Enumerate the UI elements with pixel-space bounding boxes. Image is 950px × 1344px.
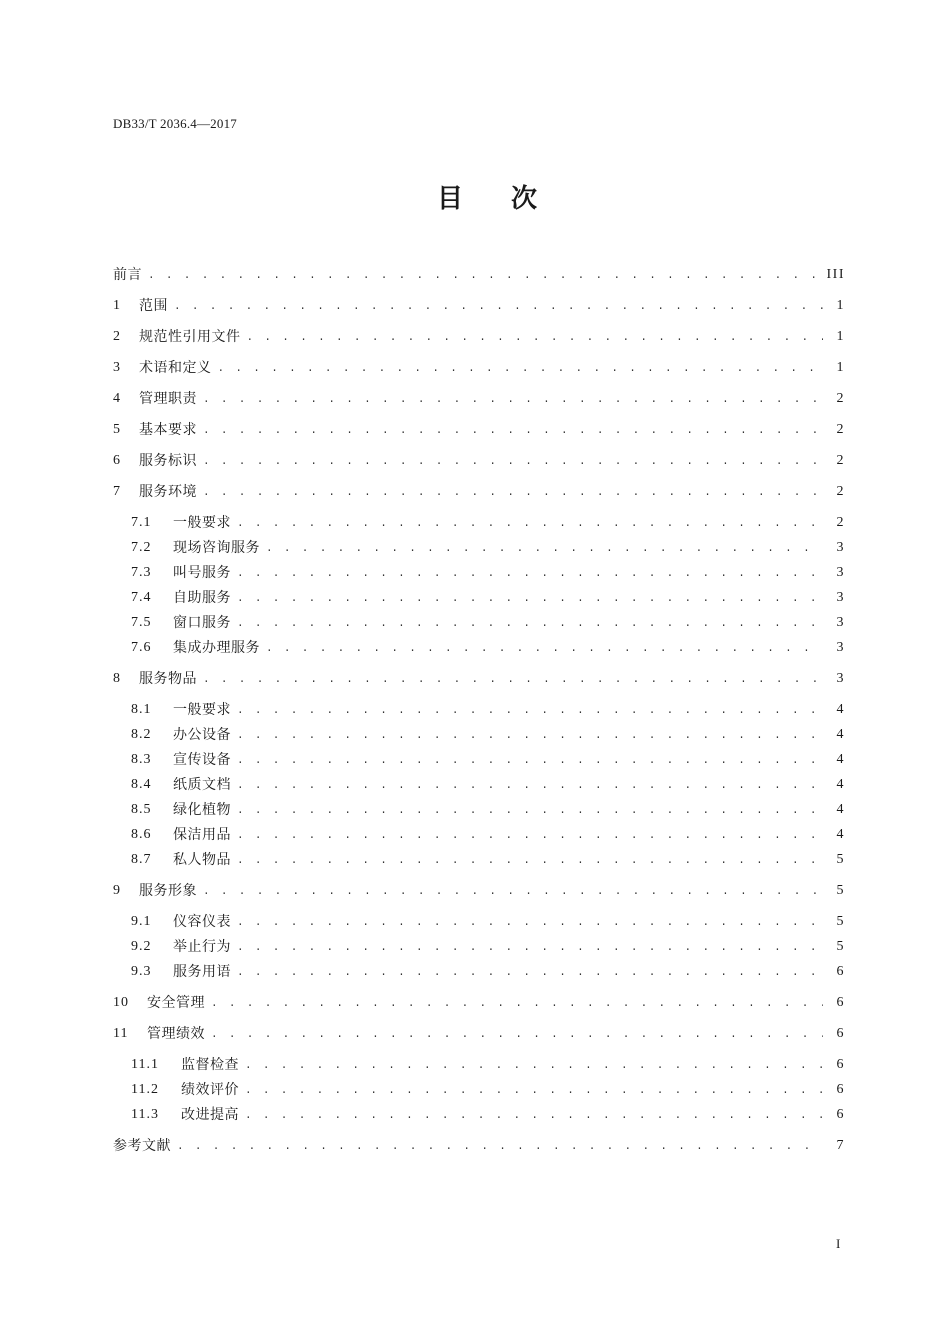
toc-dot-leader xyxy=(266,537,823,559)
toc-entry[interactable] xyxy=(113,880,845,902)
toc-entry-title: 范围 xyxy=(139,298,168,314)
toc-entry[interactable] xyxy=(131,612,845,634)
toc-entry-number: 5 xyxy=(113,422,121,437)
toc-entry-page: 4 xyxy=(836,827,845,842)
toc-dot-leader xyxy=(237,512,823,534)
toc-entry-number: 9.1 xyxy=(131,914,152,929)
toc-entry-title: 纸质文档 xyxy=(173,777,231,793)
toc-dot-leader xyxy=(203,450,823,472)
toc-entry[interactable] xyxy=(131,512,845,534)
toc-entry-title: 服务环境 xyxy=(139,484,197,500)
toc-dot-leader xyxy=(203,880,823,902)
toc-entry-number: 3 xyxy=(113,360,121,375)
toc-entry-number: 7.3 xyxy=(131,565,152,580)
toc-entry-number: 2 xyxy=(113,329,121,344)
toc-entry[interactable] xyxy=(113,326,845,348)
toc-entry[interactable] xyxy=(113,1023,845,1045)
toc-dot-leader xyxy=(237,824,823,846)
document-code: DB33/T 2036.4—2017 xyxy=(113,116,237,131)
toc-entry-page: 6 xyxy=(836,964,845,979)
toc-entry-title: 绩效评价 xyxy=(181,1082,239,1098)
toc-entry[interactable] xyxy=(113,668,845,690)
toc-entry-page: 5 xyxy=(836,852,845,867)
toc-entry-title: 绿化植物 xyxy=(173,802,231,818)
toc-entry-title: 自助服务 xyxy=(173,590,231,606)
toc-entry-title: 集成办理服务 xyxy=(173,640,260,656)
toc-dot-leader xyxy=(237,799,823,821)
toc-entry-title: 规范性引用文件 xyxy=(139,329,241,345)
toc-entry-number: 7.5 xyxy=(131,615,152,630)
toc-entry[interactable] xyxy=(113,450,845,472)
toc-entry-number: 11.3 xyxy=(131,1107,159,1122)
toc-entry-number: 11.2 xyxy=(131,1082,159,1097)
toc-entry[interactable] xyxy=(131,1054,845,1076)
toc-entry-number: 4 xyxy=(113,391,121,406)
toc-entry-page: 6 xyxy=(836,1107,845,1122)
toc-entry-page: 6 xyxy=(836,995,845,1010)
toc-entry-page: 3 xyxy=(836,565,845,580)
toc-entry-title: 现场咨询服务 xyxy=(173,540,260,556)
toc-entry-number: 8.5 xyxy=(131,802,152,817)
toc-entry[interactable] xyxy=(131,587,845,609)
toc-dot-leader xyxy=(237,699,823,721)
toc-dot-leader xyxy=(237,612,823,634)
toc-dot-leader xyxy=(266,637,823,659)
toc-entry-number: 10 xyxy=(113,995,129,1010)
page-title-char-2: 次 xyxy=(511,184,538,214)
toc-entry-number: 8.7 xyxy=(131,852,152,867)
toc-entry-title: 管理职责 xyxy=(139,391,197,407)
toc-entry[interactable] xyxy=(131,562,845,584)
toc-entry[interactable] xyxy=(131,849,845,871)
toc-entry-page: 5 xyxy=(836,939,845,954)
toc-entry-title: 前言 xyxy=(113,267,142,283)
toc-entry-number: 8.3 xyxy=(131,752,152,767)
toc-entry-page: 6 xyxy=(836,1057,845,1072)
toc-entry[interactable] xyxy=(131,637,845,659)
toc-dot-leader xyxy=(237,749,823,771)
toc-entry-number: 7.2 xyxy=(131,540,152,555)
toc-entry[interactable] xyxy=(113,992,845,1014)
toc-entry-title: 叫号服务 xyxy=(173,565,231,581)
toc-entry[interactable] xyxy=(131,774,845,796)
toc-entry-number: 7.1 xyxy=(131,515,152,530)
toc-entry-number: 9.3 xyxy=(131,964,152,979)
toc-entry-title: 服务用语 xyxy=(173,964,231,980)
toc-entry[interactable] xyxy=(113,295,845,317)
toc-entry[interactable] xyxy=(131,911,845,933)
toc-entry-title: 宣传设备 xyxy=(173,752,231,768)
toc-entry[interactable] xyxy=(131,799,845,821)
toc-entry-page: 1 xyxy=(836,360,845,375)
toc-entry-number: 8.6 xyxy=(131,827,152,842)
toc-entry-title: 一般要求 xyxy=(173,702,231,718)
toc-dot-leader xyxy=(237,849,823,871)
toc-entry-title: 基本要求 xyxy=(139,422,197,438)
toc-dot-leader xyxy=(245,1054,823,1076)
toc-dot-leader xyxy=(203,419,823,441)
toc-dot-leader xyxy=(211,992,823,1014)
toc-dot-leader xyxy=(247,326,824,348)
toc-entry-page: 2 xyxy=(836,453,845,468)
toc-dot-leader xyxy=(174,295,823,317)
toc-entry-title: 服务标识 xyxy=(139,453,197,469)
toc-dot-leader xyxy=(237,961,823,983)
toc-entry-page: 3 xyxy=(836,640,845,655)
toc-entry-page: 4 xyxy=(836,752,845,767)
toc-dot-leader xyxy=(148,264,819,286)
toc-entry-page: 2 xyxy=(836,391,845,406)
toc-entry[interactable] xyxy=(131,749,845,771)
toc-entry[interactable] xyxy=(113,357,845,379)
toc-entry-title: 办公设备 xyxy=(173,727,231,743)
toc-entry[interactable] xyxy=(131,724,845,746)
toc-entry-page: 3 xyxy=(836,540,845,555)
toc-entry-number: 8.4 xyxy=(131,777,152,792)
toc-entry-title: 私人物品 xyxy=(173,852,231,868)
toc-entry-number: 11 xyxy=(113,1026,129,1041)
toc-entry[interactable] xyxy=(131,1079,845,1101)
toc-entry-title: 监督检查 xyxy=(181,1057,239,1073)
toc-entry-page: 5 xyxy=(836,883,845,898)
toc-entry-number: 8.1 xyxy=(131,702,152,717)
toc-dot-leader xyxy=(203,481,823,503)
toc-dot-leader xyxy=(245,1104,823,1126)
toc-dot-leader xyxy=(211,1023,823,1045)
toc-entry-page: 6 xyxy=(836,1082,845,1097)
toc-entry-page: 1 xyxy=(836,329,845,344)
toc-entry-number: 9 xyxy=(113,883,121,898)
toc-entry-title: 一般要求 xyxy=(173,515,231,531)
toc-entry[interactable] xyxy=(131,537,845,559)
toc-entry-title: 窗口服务 xyxy=(173,615,231,631)
toc-entry-page: 7 xyxy=(836,1138,845,1153)
toc-entry-title: 举止行为 xyxy=(173,939,231,955)
toc-entry-page: 6 xyxy=(836,1026,845,1041)
toc-entry-title: 参考文献 xyxy=(113,1138,171,1154)
toc-dot-leader xyxy=(237,562,823,584)
toc-entry-page: 2 xyxy=(836,422,845,437)
page-title-char-1: 目 xyxy=(436,184,463,214)
toc-entry[interactable] xyxy=(113,264,845,286)
toc-entry-page: 1 xyxy=(836,298,845,313)
toc-entry-page: III xyxy=(826,267,845,282)
toc-entry-number: 8 xyxy=(113,671,121,686)
toc-entry-page: 2 xyxy=(836,515,845,530)
toc-entry-title: 保洁用品 xyxy=(173,827,231,843)
toc-entry-page: 2 xyxy=(836,484,845,499)
toc-entry-title: 服务形象 xyxy=(139,883,197,899)
toc-entry[interactable] xyxy=(113,1135,845,1157)
toc-entry-number: 9.2 xyxy=(131,939,152,954)
toc-entry[interactable] xyxy=(131,936,845,958)
toc-entry-title: 服务物品 xyxy=(139,671,197,687)
toc-entry[interactable] xyxy=(131,824,845,846)
toc-dot-leader xyxy=(237,774,823,796)
toc-entry-title: 仪容仪表 xyxy=(173,914,231,930)
toc-entry[interactable] xyxy=(113,481,845,503)
toc-entry-page: 4 xyxy=(836,777,845,792)
toc-dot-leader xyxy=(237,724,823,746)
page-number: I xyxy=(836,1236,841,1251)
toc-dot-leader xyxy=(218,357,824,379)
toc-entry-page: 4 xyxy=(836,702,845,717)
toc-entry-title: 管理绩效 xyxy=(147,1026,205,1042)
toc-entry-page: 4 xyxy=(836,802,845,817)
toc-entry-number: 7 xyxy=(113,484,121,499)
toc-entry[interactable] xyxy=(131,699,845,721)
toc-dot-leader xyxy=(245,1079,823,1101)
toc-dot-leader xyxy=(237,936,823,958)
toc-entry[interactable] xyxy=(113,419,845,441)
toc-entry-page: 5 xyxy=(836,914,845,929)
toc-entry-number: 6 xyxy=(113,453,121,468)
toc-entry-page: 3 xyxy=(836,590,845,605)
toc-dot-leader xyxy=(237,587,823,609)
toc-entry-title: 安全管理 xyxy=(147,995,205,1011)
toc-entry-page: 4 xyxy=(836,727,845,742)
toc-entry-page: 3 xyxy=(836,671,845,686)
toc-entry-title: 术语和定义 xyxy=(139,360,212,376)
toc-entry-number: 7.4 xyxy=(131,590,152,605)
toc-dot-leader xyxy=(203,668,823,690)
toc-entry-number: 7.6 xyxy=(131,640,152,655)
toc-entry[interactable] xyxy=(131,1104,845,1126)
toc-entry-number: 1 xyxy=(113,298,121,313)
toc-dot-leader xyxy=(237,911,823,933)
toc-entry-number: 11.1 xyxy=(131,1057,159,1072)
toc-dot-leader xyxy=(203,388,823,410)
toc-entry-title: 改进提高 xyxy=(181,1107,239,1123)
toc-entry[interactable] xyxy=(131,961,845,983)
toc-dot-leader xyxy=(177,1135,823,1157)
toc-entry-number: 8.2 xyxy=(131,727,152,742)
toc-entry[interactable] xyxy=(113,388,845,410)
toc-entry-page: 3 xyxy=(836,615,845,630)
